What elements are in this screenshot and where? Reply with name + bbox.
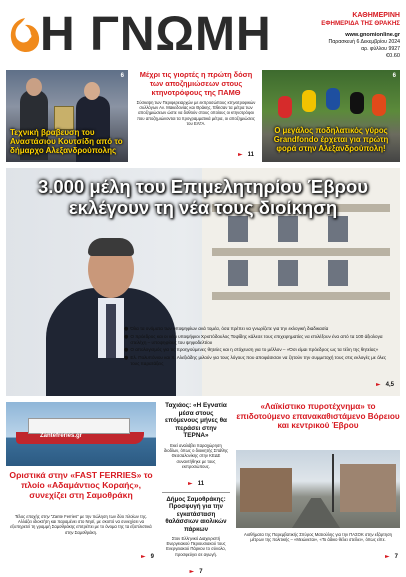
- person-right-head: [84, 82, 100, 100]
- bottom-right-headline[interactable]: «Λαϊκίστικο πυροτέχνημα» το επιδοτούμενο επανακαθιστάμενο Βόρειου και κεντρικού Έβρου: [236, 402, 400, 431]
- bottom-left-page: 9: [150, 554, 154, 560]
- bullet-icon: ●: [124, 355, 129, 362]
- street-photo: [236, 450, 400, 528]
- bottom-center-1-body: Εκεί αναλάβει παραχώρηση διοδίων, όπως ο διοικητής Σπάθης Θεσσαλονίκης στην ΚΕΔΕ συναντήθηκε με τους εκπροσώπους.: [163, 442, 228, 469]
- top-center-page: 11: [247, 152, 254, 158]
- balcony-row-3: [212, 292, 390, 300]
- cyclist-2: [302, 90, 316, 112]
- issue-number: αρ. φύλλου 9927: [361, 46, 400, 52]
- balcony-row-2: [212, 248, 390, 256]
- top-center-body: Σύσκεψη των Περιφερειαρχών με εκπροσώπους κτηνοτροφικών συλλόγων Αν. Μακεδονίας και Θράκης. Έθεσαν τα μέτρα των αποζημιώσεων ώστε να δοθούν στους οποίους οι κτηνοτρόφοι που αποζημιώνονται τα προγραμματικά μέτρα, οι αποζημιώσεις του ΕΛΓΑ.: [136, 100, 256, 126]
- window-5: [278, 260, 298, 286]
- top-right-caption: Ο μεγάλος ποδηλατικός γύρος Grandfondo έρχεται για πρώτη φορά στην Αλεξανδρούπολη!: [273, 126, 389, 153]
- ferry-name: Zantefreries.gr: [40, 433, 83, 439]
- bottom-left-page-ref: [141, 543, 154, 562]
- masthead: [0, 0, 406, 66]
- bullet-text: Ο απολογισμός για τις προηγούμενες θητείες και η στόχευση για το μέλλον – «Όσι είμαι πρόεδρος ως τα τέλη της θητείας»: [130, 347, 379, 353]
- bottom-center-2-page: 7: [199, 568, 203, 575]
- top-left-caption: Τεχνική βραβευση του Αναστάσιου Κουτσίδη από το δήμαρχο Αλεξανδρούπολης: [10, 128, 123, 155]
- bottom-center-1-page: 11: [197, 480, 205, 487]
- bottom-left-headline[interactable]: Οριστικά στην «FAST FERRIES» το πλοίο «Αδαμάντιος Κοραής», συνεχίζει στη Σαμοθράκη: [9, 470, 153, 500]
- main-page: 4,5: [385, 382, 394, 388]
- bullet-text: Όλα τα ονόματα των υποψηφίων ανά τομέα, όσα πρέπει να γνωρίζετε για την εκλογική διαδικασία: [130, 326, 329, 331]
- price: €0.60: [386, 53, 400, 59]
- main-page-ref: [376, 371, 394, 390]
- bottom-center-2-page-ref: [162, 558, 230, 577]
- bullet-item: [124, 334, 394, 345]
- bullet-item: [124, 326, 394, 332]
- bottom-right-body: Αισθήματα της Παρεμβατικής Σπύρος Ματιούλης για την ΠΑΣΟΚ στην εξάρτηση μέτρων της πολιτικής – «Μειώνεται», «Το άδικο θέλει στείλει», όπως είπε.: [243, 532, 392, 543]
- bullet-icon: ●: [124, 347, 129, 354]
- pole: [332, 454, 334, 512]
- house-left: [240, 468, 292, 512]
- column-divider: [162, 492, 230, 493]
- window-3: [328, 216, 348, 242]
- cyclist-3: [326, 88, 340, 110]
- house-right: [340, 464, 396, 512]
- top-left-page: 6: [120, 73, 124, 79]
- bottom-center-1-headline[interactable]: Ταχιάος: «Η Εγνατία μέσα στους επόμενους μήνες θα περάσει στην ΤΕΡΝΑ»: [165, 402, 227, 440]
- window-2: [278, 216, 298, 242]
- bottom-center-2-headline[interactable]: Δήμος Σαμοθράκης: Προσφυγή για την εγκατάσταση θαλάσσιων αιολικών πάρκων: [165, 495, 227, 533]
- main-story: [6, 168, 400, 396]
- tagline-line1: ΚΑΘΗΜΕΡΙΝΗ: [352, 12, 400, 19]
- bullet-text: Ελ. Πολυπόνιου και Χ. Αλεξιάδης μιλούν για τους λόγους που αποφάσισαν να ζητούν την συμμετοχή τους στις εκλογές με όλες τους παρατάξεις: [130, 355, 387, 366]
- ferry-photo: [6, 402, 156, 466]
- cyclist-4: [350, 92, 364, 114]
- award-photo: [6, 70, 128, 162]
- cycling-photo: [262, 70, 400, 162]
- top-center-headline[interactable]: Μέχρι τις γιορτές η πρώτη δόση των αποζημιώσεων στους κτηνοτρόφους της ΠΑΜΘ: [139, 70, 253, 97]
- arrow-icon: ►: [187, 479, 193, 487]
- tagline-line2: ΕΦΗΜΕΡΙΔΑ ΤΗΣ ΘΡΑΚΗΣ: [321, 20, 400, 27]
- website-link[interactable]: www.gnomionline.gr: [345, 32, 400, 38]
- award-plaque: [54, 106, 74, 130]
- cyclist-1: [278, 96, 292, 118]
- issue-date: Παρασκευή 6 Δεκεμβρίου 2024: [328, 39, 400, 45]
- bullet-item: [124, 347, 394, 353]
- arrow-icon: ►: [384, 553, 390, 560]
- bullet-list: [124, 326, 394, 366]
- portrait-hair: [88, 238, 134, 256]
- arrow-icon: ►: [140, 553, 146, 560]
- bullet-icon: ●: [124, 326, 129, 332]
- arrow-icon: ►: [237, 151, 243, 158]
- cyclist-5: [372, 94, 386, 116]
- ferry-deck: [28, 418, 130, 434]
- bullet-item: [124, 355, 394, 366]
- bottom-center-1-page-ref: [162, 470, 230, 489]
- bottom-left-article: [6, 402, 156, 564]
- bullet-icon: ●: [124, 334, 129, 340]
- bottom-left-body: Τέλος εποχής στην "Zante Ferries" με την πώληση των δύο πλοίων της. Αλλάζει ιδιοκτήτη και παραμένει στο Νησί, με σκοπό να συνεχίσει να εξυπηρετεί τη γραμμή Σαμοθράκης επιτρέπει με το όνομα της τα εξοπλιστικά στην Σαμοθράκη.: [10, 514, 152, 535]
- top-center-page-ref: [238, 141, 254, 160]
- bottom-right-article: [236, 402, 400, 564]
- bottom-right-page: 7: [394, 554, 398, 560]
- bottom-center-2-body: Στον Ελληνικό Διαχειριστή Ενεργειακού Περιουσιακού τους Ενεργειακού Πάρκου το σύνολο, προσφεύγει σε αγωγή.: [166, 536, 226, 557]
- bullet-text: Ο πρόεδρος και οι νέοι υποψήφιοι Χριστόδουλος Τοψίδης κάλεσε τους επιχειρηματίες να επιλέξουν ένα από τα 100 άξιολογα στελέχη – υποψηφίους του ψηφοδελτίου: [130, 334, 383, 345]
- portrait-tie: [106, 304, 116, 358]
- window-6: [328, 260, 348, 286]
- window-4: [228, 260, 248, 286]
- newspaper-title: Η ΓΝΩΜΗ: [40, 8, 272, 61]
- bottom-center-column: [162, 402, 230, 575]
- arrow-icon: ►: [375, 381, 381, 388]
- window-1: [228, 216, 248, 242]
- bird-logo-icon: [8, 16, 42, 54]
- arrow-icon: ►: [189, 567, 195, 575]
- top-center-article: [134, 70, 258, 162]
- bottom-right-page-ref: [385, 543, 398, 562]
- top-right-page: 6: [392, 73, 396, 79]
- main-headline[interactable]: 3.000 μέλη του Επιμελητηρίου Έβρου εκλέγουν τη νέα τους διοίκηση: [37, 176, 369, 218]
- person-left-head: [26, 78, 42, 96]
